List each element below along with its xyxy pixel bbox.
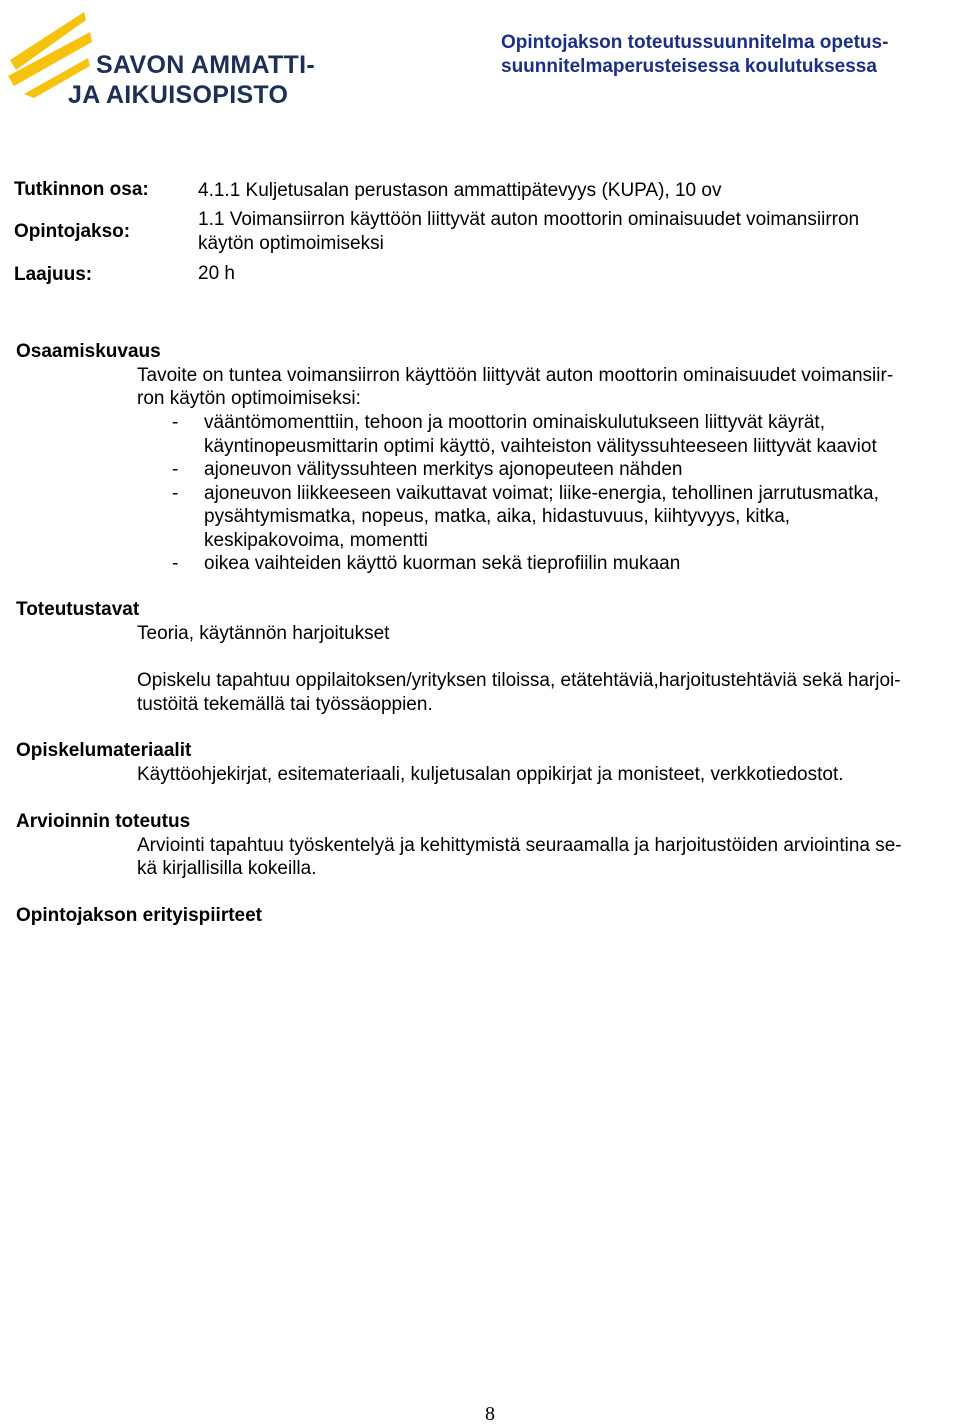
arvioinnin-toteutus-line2: kä kirjallisilla kokeilla.	[137, 858, 317, 879]
page-number: 8	[485, 1403, 495, 1425]
erityispiirteet-heading: Opintojakson erityispiirteet	[16, 905, 262, 926]
osaamiskuvaus-bullet-list	[168, 411, 960, 576]
opintojakso-value-line2: käytön optimoimiseksi	[198, 233, 384, 254]
document-title	[501, 31, 888, 79]
list-item	[168, 411, 960, 458]
bullet-line: ajoneuvon välityssuhteen merkitys ajonopeuteen nähden	[204, 459, 683, 480]
bullet-dash: -	[172, 553, 179, 574]
bullet-dash: -	[172, 482, 179, 504]
list-item	[168, 482, 960, 553]
bullet-line: käyntinopeusmittarin optimi käyttö, vaihteiston välityssuhteeseen liittyvät kaaviot	[204, 435, 877, 457]
bullet-dash: -	[172, 459, 179, 480]
bullet-line: pysähtymismatka, nopeus, matka, aika, hidastuvuus, kiihtyvyys, kitka,	[204, 506, 791, 527]
opiskelumateriaalit-text: Käyttöohjekirjat, esitemateriaali, kuljetusalan oppikirjat ja monisteet, verkkotiedostot.	[137, 764, 844, 785]
osaamiskuvaus-heading: Osaamiskuvaus	[16, 341, 161, 362]
toteutustavat-para-line1: Opiskelu tapahtuu oppilaitoksen/yrityksen tiloissa, etätehtäviä,harjoitustehtäviä sekä harjoi-	[137, 670, 901, 691]
bullet-dash: -	[172, 412, 179, 433]
toteutustavat-line1: Teoria, käytännön harjoitukset	[137, 623, 390, 644]
opintojakso-value-line1: 1.1 Voimansiirron käyttöön liittyvät auton moottorin ominaisuudet voimansiirron	[198, 209, 860, 230]
arvioinnin-toteutus-line1: Arviointi tapahtuu työskentelyä ja kehittymistä seuraamalla ja harjoitustöiden arviointina se-	[137, 835, 902, 856]
toteutustavat-para-line2: tustöitä tekemällä tai työssäoppien.	[137, 694, 433, 715]
list-item	[168, 552, 960, 576]
tutkinnon-osa-value: 4.1.1 Kuljetusalan perustason ammattipätevyys (KUPA), 10 ov	[198, 180, 722, 201]
laajuus-value: 20 h	[198, 263, 235, 284]
bullet-line: oikea vaihteiden käyttö kuorman sekä tieprofiilin mukaan	[204, 553, 681, 574]
toteutustavat-heading: Toteutustavat	[16, 599, 140, 620]
bullet-line: keskipakovoima, momentti	[204, 529, 428, 551]
document-title-line2: suunnitelmaperusteisessa koulutuksessa	[501, 56, 877, 77]
list-item	[168, 458, 960, 482]
bullet-line: ajoneuvon liikkeeseen vaikuttavat voimat; liike-energia, tehollinen jarrutusmatka,	[204, 482, 879, 504]
laajuus-label: Laajuus:	[14, 264, 93, 285]
logo-text-line2: JA AIKUISOPISTO	[68, 81, 289, 109]
bullet-line: vääntömomenttiin, tehoon ja moottorin ominaiskulutukseen liittyvät käyrät,	[204, 412, 825, 433]
document-title-line1: Opintojakson toteutussuunnitelma opetus-	[501, 32, 889, 53]
logo-text-line1: SAVON AMMATTI-	[96, 51, 315, 79]
opintojakso-value	[198, 208, 859, 256]
osaamiskuvaus-intro-line1: Tavoite on tuntea voimansiirron käyttöön liittyvät auton moottorin ominaisuudet voimansiir-	[137, 365, 894, 386]
opiskelumateriaalit-heading: Opiskelumateriaalit	[16, 740, 192, 761]
opintojakso-label: Opintojakso:	[14, 221, 131, 242]
osaamiskuvaus-intro-line2: ron käytön optimoimiseksi:	[137, 388, 361, 409]
tutkinnon-osa-label: Tutkinnon osa:	[14, 179, 149, 200]
arvioinnin-toteutus-heading: Arvioinnin toteutus	[16, 811, 191, 832]
